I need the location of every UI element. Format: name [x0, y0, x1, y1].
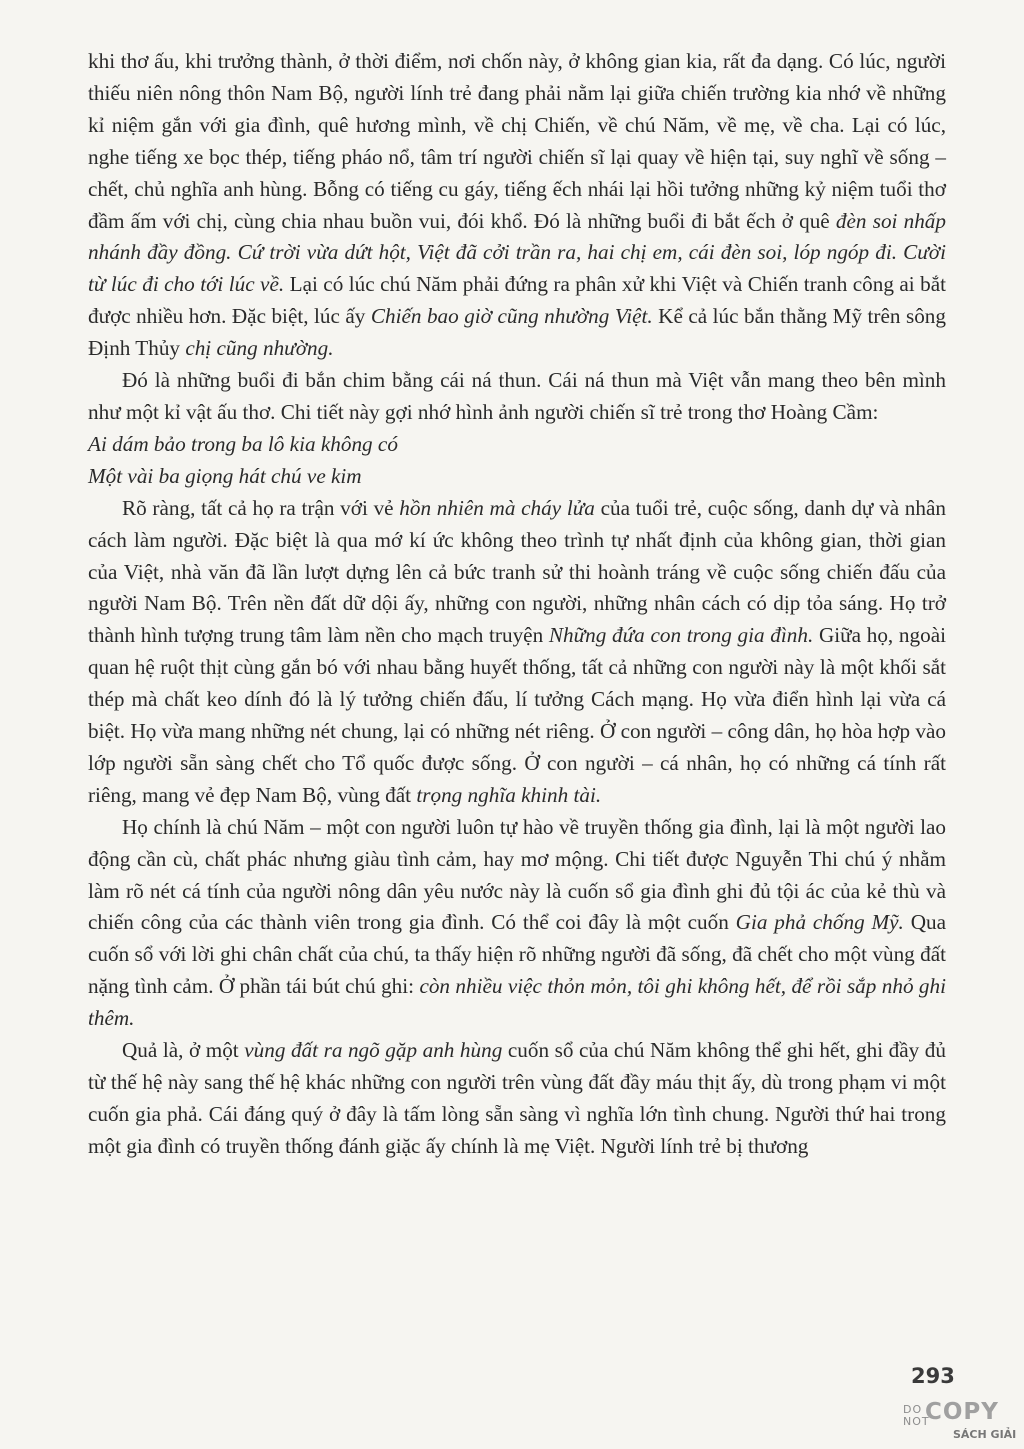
paragraph-2: Đó là những buổi đi bắn chim bằng cái ná thun. Cái ná thun mà Việt vẫn mang theo bên mình như một kỉ vật ấu thơ. Chi tiết này gợi nhớ hình ảnh người chiến sĩ trẻ trong thơ Hoàng Cầm: [88, 368, 946, 424]
verse-line-1: Ai dám bảo trong ba lô kia không có [88, 431, 398, 456]
verse-line-2: Một vài ba giọng hát chú ve kim [88, 463, 362, 488]
paragraph-5 [88, 1035, 946, 1163]
watermark-brand: SÁCH GIẢI [953, 1428, 1017, 1441]
text-run: Rõ ràng, tất cả họ ra trận với vẻ [122, 495, 400, 520]
italic-quote: hồn nhiên mà cháy lửa [399, 495, 595, 520]
watermark-not: NOT [903, 1415, 930, 1428]
watermark-do: DO [903, 1403, 923, 1416]
paragraph-1 [88, 46, 946, 365]
text-run: Kể cả lúc bắn thằng Mỹ trên sông Định Thủy [88, 304, 946, 361]
text-run: khi thơ ấu, khi trưởng thành, ở thời điểm, nơi chốn này, ở không gian kia, rất đa dạng. Có lúc, người thiếu niên nông thôn Nam Bộ, người lính trẻ đang phải nằm lại giữa chiến trường kia nhớ về những kỉ niệm gắn với gia đình, quê hương mình, về chị Chiến, về chú Năm, về mẹ, về cha. Lại có lúc, nghe tiếng xe bọc thép, tiếng pháo nổ, tâm trí người chiến sĩ lại quay về hiện tại, suy nghĩ về sống – chết, chủ nghĩa anh hùng. Bỗng có tiếng cu gáy, tiếng ếch nhái lại hồi tưởng những kỷ niệm tuổi thơ đầm ấm với chị, cùng chia nhau buồn vui, đói khổ. Đó là những buổi đi bắt ếch ở quê [88, 49, 946, 233]
italic-quote: đèn soi nhấp nhánh đầy đồng. Cứ trời vừa dứt hột, Việt đã cởi trần ra, hai chị em, cái đèn soi, lóp ngóp đi. Cười từ lúc đi cho tới lúc về. [88, 208, 946, 297]
paragraph-3 [88, 493, 946, 812]
italic-title: Những đứa con trong gia đình. [548, 623, 814, 648]
text-run: Lại có lúc chú Năm phải đứng ra phân xử khi Việt và Chiến tranh công ai bắt được nhiều hơn. Đặc biệt, lúc ấy [88, 272, 947, 329]
text-run: cuốn sổ của chú Năm không thể ghi hết, ghi đầy đủ từ thế hệ này sang thế hệ khác những con người trên vùng đất đầy máu thịt ấy, dù trong phạm vi một cuốn gia phả. Cái đáng quý ở đây là tấm lòng sẵn sàng vì nghĩa lớn tình chung. Người thứ hai trong một gia đình có truyền thống đánh giặc ấy chính là mẹ Việt. Người lính trẻ bị thương [88, 1038, 946, 1158]
italic-title: Gia phả chống Mỹ. [735, 910, 904, 935]
paragraph-4 [88, 812, 946, 1035]
watermark-logo [903, 1400, 1019, 1446]
italic-quote: Chiến bao giờ cũng nhường Việt. [370, 304, 653, 329]
italic-quote: chị cũng nhường. [185, 336, 334, 361]
text-run: của tuổi trẻ, cuộc sống, danh dự và nhân cách làm người. Đặc biệt là qua mớ kí ức không theo trình tự nhất định của không gian, thời gian của Việt, nhà văn đã lần lượt dựng lên cả bức tranh sử thi hoành tráng về cuộc sống chiến đấu của người Nam Bộ. Trên nền đất dữ dội ấy, những con người, những nhân cách có dịp tỏa sáng. Họ trở thành hình tượng trung tâm làm nền cho mạch truyện [88, 495, 946, 648]
text-run: Giữa họ, ngoài quan hệ ruột thịt cùng gắn bó với nhau bằng huyết thống, tất cả những con người này là một khối sắt thép mà chất keo dính đó là lý tưởng chiến đấu, lí tưởng Cách mạng. Họ vừa điển hình lại vừa cá biệt. Họ vừa mang những nét chung, lại có những nét riêng. Ở con người – công dân, họ hòa hợp vào lớp người sẵn sàng chết cho Tổ quốc được sống. Ở con người – cá nhân, họ có những cá tính rất riêng, mang vẻ đẹp Nam Bộ, vùng đất [88, 623, 946, 807]
watermark-copy: COPY [925, 1399, 999, 1425]
italic-quote: trọng nghĩa khinh tài. [416, 782, 602, 807]
text-run: Qua cuốn sổ với lời ghi chân chất của chú, ta thấy hiện rõ những người đã sống, đã chết cho một vùng đất nặng tình cảm. Ở phần tái bút chú ghi: [88, 910, 946, 999]
italic-quote: vùng đất ra ngõ gặp anh hùng [244, 1038, 503, 1063]
text-run: Họ chính là chú Năm – một con người luôn tự hào về truyền thống gia đình, lại là một người lao động cần cù, chất phác nhưng giàu tình cảm, hay mơ mộng. Chi tiết được Nguyễn Thi chú ý nhằm làm rõ nét cá tính của người nông dân yêu nước này là cuốn sổ gia đình ghi đủ tội ác của kẻ thù và chiến công của các thành viên trong gia đình. Có thể coi đây là một cuốn [88, 814, 946, 935]
italic-quote: còn nhiều việc thỏn mỏn, tôi ghi không hết, để rồi sắp nhỏ ghi thêm. [88, 974, 946, 1031]
page-number: 293 [911, 1364, 955, 1388]
text-run: Quả là, ở một [122, 1038, 245, 1063]
document-body [88, 46, 946, 1163]
